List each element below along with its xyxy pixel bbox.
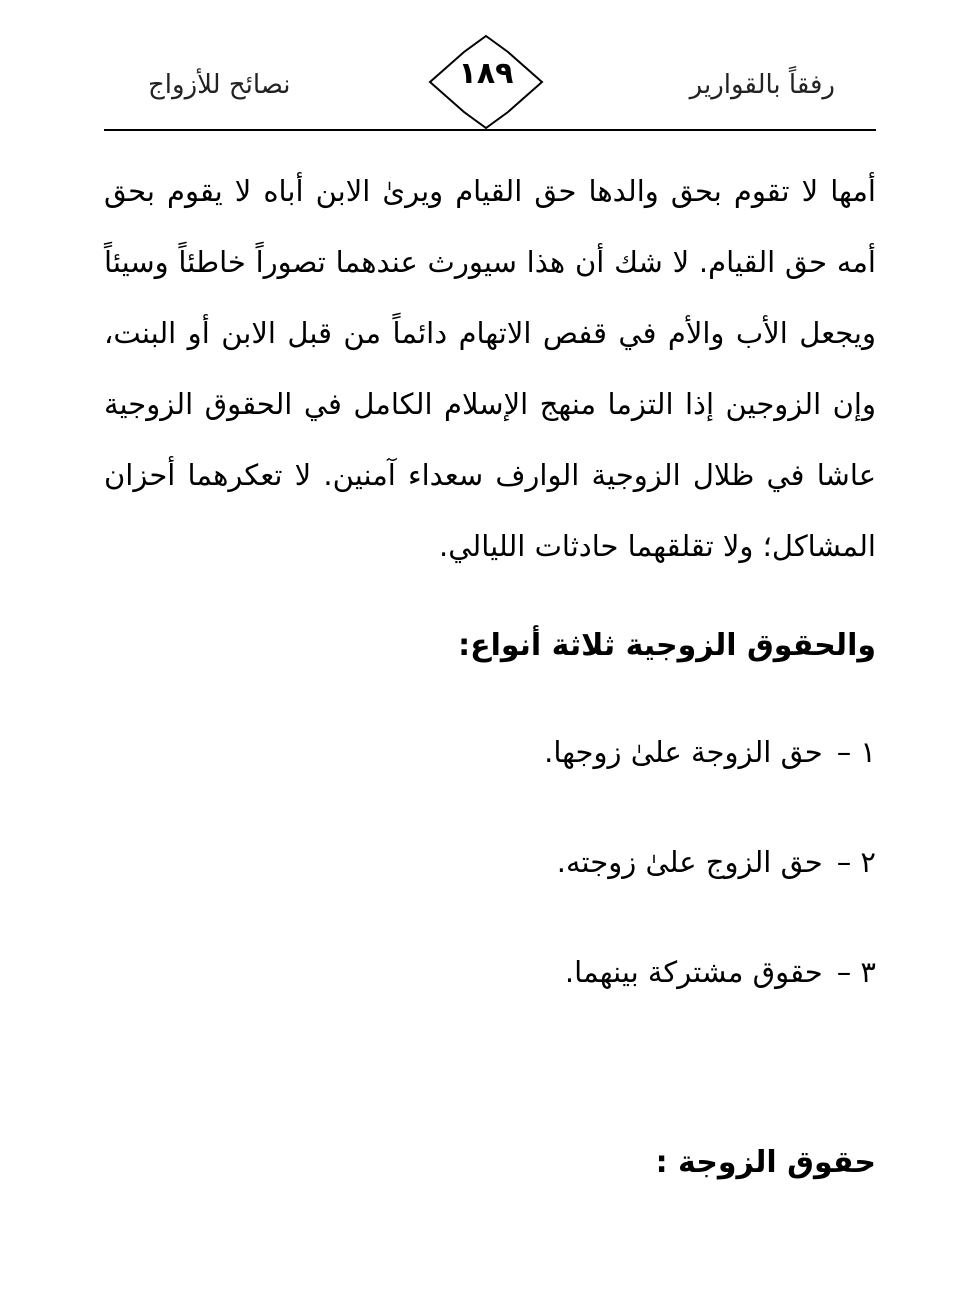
list-item — [557, 845, 876, 879]
header-divider — [104, 129, 876, 131]
list-item-number: ١ – — [836, 735, 876, 769]
page-number: ١٨٩ — [458, 56, 514, 91]
list-item-text: حقوق مشتركة بينهما. — [564, 955, 823, 989]
list-item-text: حق الزوج علىٰ زوجته. — [556, 845, 823, 879]
running-header-book-title: رفقاً بالقوارير — [689, 70, 835, 100]
list-item-text: حق الزوجة علىٰ زوجها. — [544, 735, 823, 769]
list-item — [565, 955, 876, 989]
section-heading: والحقوق الزوجية ثلاثة أنواع: — [458, 628, 876, 663]
list-item — [544, 735, 876, 769]
list-item-number: ٢ – — [836, 845, 876, 879]
page-number-badge — [428, 34, 544, 130]
subsection-heading: حقوق الزوجة : — [655, 1145, 876, 1180]
body-paragraph: أمها لا تقوم بحق والدها حق القيام ويرىٰ الابن أباه لا يقوم بحق أمه حق القيام. لا شك أن هذا سيورث عندهما تصوراً خاطئاً وسيئاً ويجعل الأب والأم في قفص الاتهام دائماً من قبل الابن أو البنت، وإن الزوجين إذا التزما منهج الإسلام الكامل في الحقوق الزوجية عاشا في ظلال الزوجية الوارف سعداء آمنين. لا تعكرهما أحزان المشاكل؛ ولا تقلقهما حادثات الليالي. — [104, 174, 876, 563]
running-header-section-title: نصائح للأزواج — [148, 70, 291, 100]
list-item-number: ٣ – — [836, 955, 876, 989]
